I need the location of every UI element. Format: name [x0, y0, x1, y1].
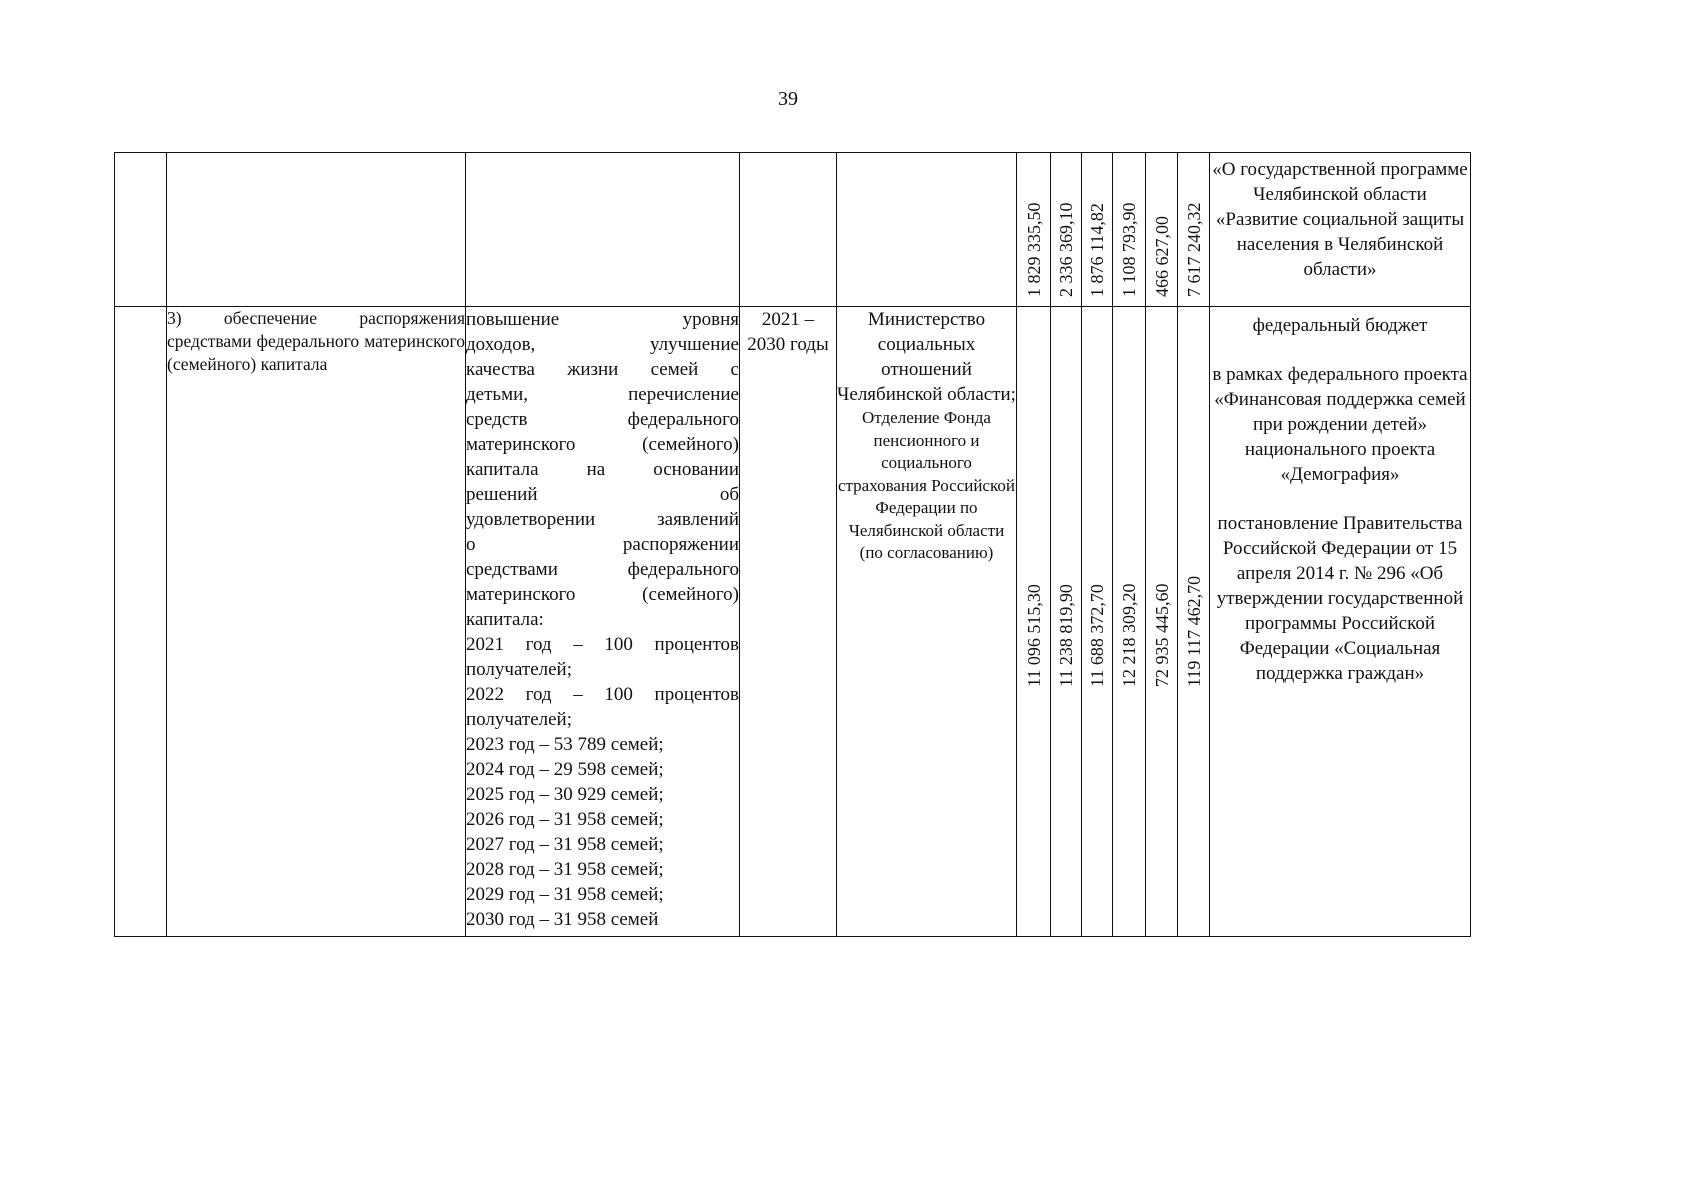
- result-line: детьми, перечисление: [466, 384, 739, 405]
- amount-cell: [1051, 307, 1082, 937]
- amount-cell: [1082, 307, 1113, 937]
- period-start: 2021 –: [761, 309, 815, 330]
- amount-value: 1 829 335,50: [1023, 202, 1044, 297]
- amount-cell: [1113, 307, 1146, 937]
- measure-text: 3) обеспечение распоряжения средствами федерального материнского (семейного) капитала: [167, 308, 465, 374]
- cell-period: [740, 307, 837, 937]
- result-line: капитала:: [466, 609, 544, 630]
- program-table: [114, 152, 1471, 937]
- amount-value: 72 935 445,60: [1151, 583, 1172, 687]
- period-end: 2030 годы: [747, 334, 829, 355]
- amount-cell: [1082, 153, 1113, 307]
- cell-period-empty: [740, 153, 837, 307]
- amount-cell: [1017, 307, 1051, 937]
- result-line: удовлетворении заявлений: [466, 509, 739, 530]
- cell-result: [466, 307, 740, 937]
- amount-cell: [1178, 153, 1210, 307]
- result-lines: [466, 307, 739, 932]
- cell-measure-empty: [167, 153, 466, 307]
- result-line: 2021 год – 100 процентов: [466, 634, 739, 655]
- source-resolution: постановление Правительства Российской Федерации от 15 апреля 2014 г. № 296 «Об утверждении государственной программы Российской Федерации «Социальная поддержка граждан»: [1216, 513, 1464, 684]
- result-line: 2026 год – 31 958 семей;: [466, 809, 664, 830]
- executor-secondary: Отделение Фонда пенсионного и социального страхования Российской Федерации по Челябинской области (по согласованию): [838, 408, 1015, 562]
- cell-executor-empty: [837, 153, 1017, 307]
- amount-cell: [1146, 307, 1178, 937]
- result-line: 2024 год – 29 598 семей;: [466, 759, 664, 780]
- result-line: получателей;: [466, 709, 572, 730]
- result-line: 2030 год – 31 958 семей: [466, 909, 659, 930]
- result-line: решений об: [466, 484, 739, 505]
- source-project: в рамках федерального проекта «Финансовая поддержка семей при рождении детей» национального проекта «Демография»: [1212, 364, 1468, 485]
- result-line: 2027 год – 31 958 семей;: [466, 834, 664, 855]
- amount-value: 12 218 309,20: [1119, 583, 1139, 687]
- cell-result-empty: [466, 153, 740, 307]
- amount-value: 11 238 819,90: [1056, 584, 1076, 687]
- result-line: материнского (семейного): [466, 584, 739, 605]
- amount-cell: [1146, 153, 1178, 307]
- amount-cell: [1017, 153, 1051, 307]
- cell-measure: [167, 307, 466, 937]
- result-line: средств федерального: [466, 409, 739, 430]
- amount-value: 7 617 240,32: [1183, 202, 1204, 297]
- cell-index: [115, 307, 167, 937]
- amount-value: 119 117 462,70: [1183, 575, 1204, 687]
- result-line: 2023 год – 53 789 семей;: [466, 734, 664, 755]
- result-line: качества жизни семей с: [466, 359, 739, 380]
- program-name: «О государственной программе Челябинской области «Развитие социальной защиты населения в Челябинской области»: [1212, 159, 1468, 280]
- result-line: о распоряжении: [466, 534, 739, 555]
- result-line: капитала на основании: [466, 459, 739, 480]
- table-row-continuation: [115, 153, 1471, 307]
- amount-value: 466 627,00: [1151, 216, 1172, 297]
- cell-executor: [837, 307, 1017, 937]
- amount-cell: [1178, 307, 1210, 937]
- amount-value: 11 096 515,30: [1023, 584, 1044, 687]
- cell-source: [1210, 307, 1471, 937]
- cell-source-top: [1210, 153, 1471, 307]
- executor-primary: Министерство социальных отношений Челябинской области;: [837, 309, 1016, 405]
- page-number: 39: [778, 88, 798, 110]
- amount-cell: [1051, 153, 1082, 307]
- table-row-measure: [115, 307, 1471, 937]
- result-line: материнского (семейного): [466, 434, 739, 455]
- result-line: 2028 год – 31 958 семей;: [466, 859, 664, 880]
- result-line: доходов, улучшение: [466, 334, 739, 355]
- cell-index-empty: [115, 153, 167, 307]
- amount-value: 1 108 793,90: [1119, 202, 1139, 297]
- source-budget: федеральный бюджет: [1252, 315, 1428, 336]
- amount-cell: [1113, 153, 1146, 307]
- amount-value: 11 688 372,70: [1087, 584, 1107, 687]
- result-line: 2029 год – 31 958 семей;: [466, 884, 664, 905]
- result-line: 2022 год – 100 процентов: [466, 684, 739, 705]
- result-line: повышение уровня: [466, 309, 739, 330]
- amount-value: 2 336 369,10: [1056, 202, 1076, 297]
- amount-value: 1 876 114,82: [1087, 203, 1107, 297]
- result-line: получателей;: [466, 659, 572, 680]
- result-line: 2025 год – 30 929 семей;: [466, 784, 664, 805]
- result-line: средствами федерального: [466, 559, 739, 580]
